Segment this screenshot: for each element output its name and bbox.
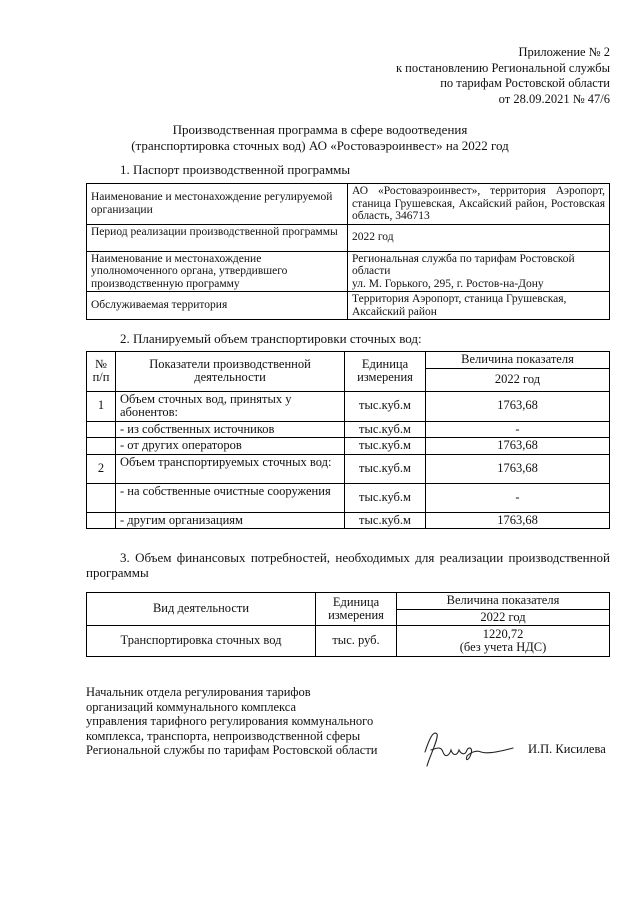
row-value: 1763,68 — [426, 454, 610, 483]
authority-address: ул. М. Горького, 295, г. Ростов-на-Дону — [352, 277, 544, 290]
header-value: Величина показателя — [397, 593, 610, 610]
volume-table — [86, 351, 610, 529]
header-activity: Вид деятельности — [87, 593, 316, 626]
appendix-line: к постановлению Региональной службы — [395, 60, 610, 75]
row-name: Объем сточных вод, принятых у абонентов: — [116, 391, 345, 421]
header-unit: Единица измерения — [345, 352, 426, 392]
table-header-row — [87, 352, 610, 369]
table-header-row — [87, 593, 610, 610]
finance-table — [86, 592, 610, 657]
header-num: № п/п — [87, 352, 116, 392]
section3-heading: 3. Объем финансовых потребностей, необходимых для реализации производственной программы — [86, 550, 610, 580]
signatory-name: И.П. Кисилева — [528, 742, 606, 756]
section2-heading: 2. Планируемый объем транспортировки сточных вод: — [120, 331, 422, 346]
header-indicator: Показатели производственной деятельности — [116, 352, 345, 392]
row-num: 1 — [87, 391, 116, 421]
passport-value: Территория Аэропорт, станица Грушевская, Аксайский район — [348, 292, 610, 320]
row-num: 2 — [87, 454, 116, 483]
table-row — [87, 421, 610, 438]
document-title — [0, 122, 640, 153]
passport-label: Наименование и местонахождение регулируемой организации — [87, 184, 348, 225]
row-unit: тыс.куб.м — [345, 421, 426, 438]
row-value: 1763,68 — [426, 512, 610, 529]
header-year: 2022 год — [397, 609, 610, 626]
title-line: (транспортировка сточных вод) АО «Ростоваэроинвест» на 2022 год — [131, 137, 509, 153]
row-name: - другим организациям — [116, 512, 345, 529]
finance-note: (без учета НДС) — [459, 640, 547, 654]
appendix-block — [396, 45, 610, 107]
header-unit: Единица измерения — [316, 593, 397, 626]
row-num — [87, 438, 116, 455]
appendix-line: от 28.09.2021 № 47/6 — [498, 91, 610, 106]
section1-heading: 1. Паспорт производственной программы — [120, 162, 351, 177]
passport-label: Наименование и местонахождение уполномоченного органа, утвердившего производственную программу — [87, 251, 348, 292]
row-value: 1763,68 — [426, 438, 610, 455]
table-row — [87, 483, 610, 512]
position-line: Региональной службы по тарифам Ростовской области — [86, 743, 378, 757]
row-unit: тыс.куб.м — [345, 454, 426, 483]
row-unit: тыс. руб. — [316, 626, 397, 657]
row-name: - из собственных источников — [116, 421, 345, 438]
table-row — [87, 438, 610, 455]
signatory-position — [86, 685, 377, 758]
position-line: комплекса, транспорта, непроизводственной сферы — [86, 728, 361, 743]
table-row — [87, 512, 610, 529]
table-row — [87, 391, 610, 421]
finance-amount: 1220,72 — [482, 626, 524, 641]
title-line: Производственная программа в сфере водоотведения — [172, 122, 468, 137]
header-value: Величина показателя — [426, 352, 610, 369]
table-row — [87, 224, 610, 251]
row-num — [87, 483, 116, 512]
passport-table — [86, 183, 610, 320]
table-row — [87, 184, 610, 225]
row-name: Объем транспортируемых сточных вод: — [116, 454, 345, 483]
passport-label: Обслуживаемая территория — [87, 292, 348, 320]
appendix-line: Приложение № 2 — [518, 45, 610, 59]
row-unit: тыс.куб.м — [345, 512, 426, 529]
passport-value — [348, 251, 610, 292]
row-num — [87, 421, 116, 438]
row-value: - — [426, 483, 610, 512]
row-value: - — [426, 421, 610, 438]
row-name: - на собственные очистные сооружения — [116, 483, 345, 512]
passport-label: Период реализации производственной программы — [87, 224, 348, 251]
row-unit: тыс.куб.м — [345, 391, 426, 421]
position-line: организаций коммунального комплекса — [86, 699, 297, 714]
header-year: 2022 год — [426, 368, 610, 391]
row-num — [87, 512, 116, 529]
row-name: - от других операторов — [116, 438, 345, 455]
position-line: управления тарифного регулирования коммунального — [86, 714, 374, 728]
passport-value: 2022 год — [348, 224, 610, 251]
table-row — [87, 292, 610, 320]
appendix-line: по тарифам Ростовской области — [440, 76, 610, 90]
position-line: Начальник отдела регулирования тарифов — [86, 685, 311, 699]
row-value — [397, 626, 610, 657]
row-unit: тыс.куб.м — [345, 483, 426, 512]
table-row — [87, 626, 610, 657]
row-value: 1763,68 — [426, 391, 610, 421]
row-unit: тыс.куб.м — [345, 438, 426, 455]
handwritten-signature — [415, 722, 520, 770]
row-activity: Транспортировка сточных вод — [87, 626, 316, 657]
table-row — [87, 454, 610, 483]
passport-value: АО «Ростоваэроинвест», территория Аэропорт, станица Грушевская, Аксайский район, Ростовская область, 346713 — [348, 184, 610, 225]
authority-name: Региональная служба по тарифам Ростовской области — [352, 252, 575, 277]
table-row — [87, 251, 610, 292]
